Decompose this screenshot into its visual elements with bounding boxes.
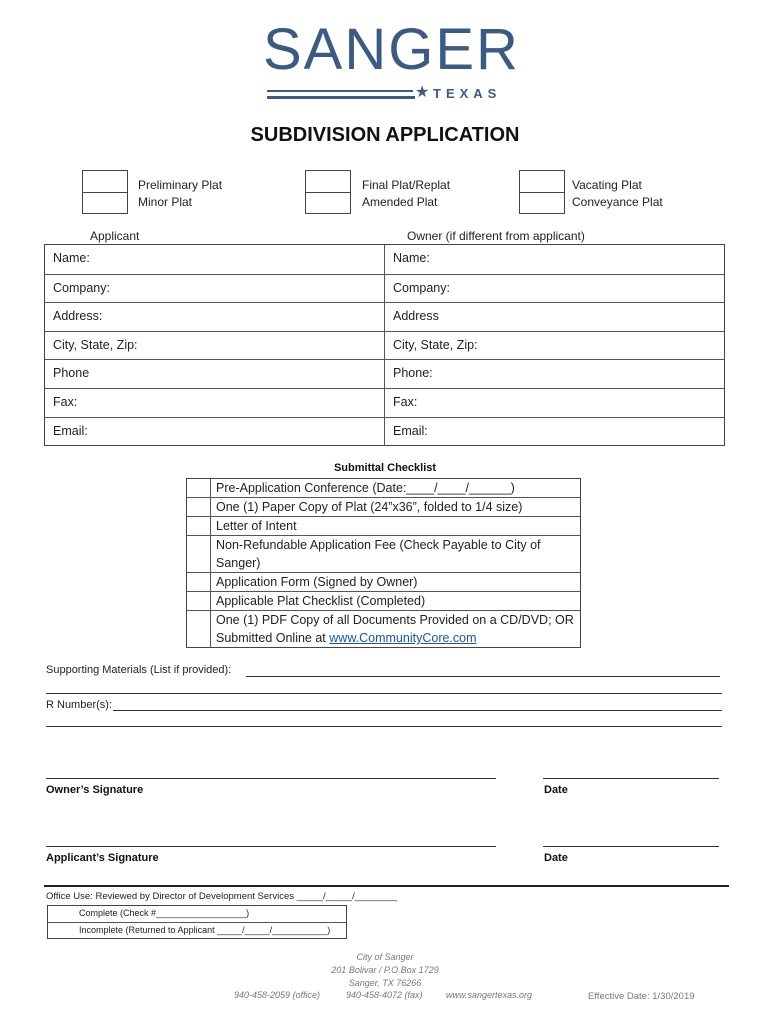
owner-name-field[interactable]: Name: [384,245,724,274]
checklist-checkbox[interactable] [187,517,211,535]
contact-table [44,244,725,446]
supporting-materials-input[interactable] [246,676,720,677]
applicant-date-line[interactable] [543,846,719,847]
checklist-checkbox[interactable] [187,536,211,572]
owner-fax-field[interactable]: Fax: [384,389,724,417]
checklist-item-label: One (1) Paper Copy of Plat (24”x36”, folded to 1/4 size) [216,500,523,514]
checklist-item-label: Application Form (Signed by Owner) [216,575,418,589]
final-plat-checkbox[interactable] [305,170,351,192]
r-numbers-line-2[interactable] [46,726,722,727]
minor-plat-checkbox[interactable] [82,192,128,214]
owner-email-field[interactable]: Email: [384,418,724,446]
applicant-city-field[interactable]: City, State, Zip: [53,337,138,352]
office-use-label: Office Use: Reviewed by Director of Development Services _____/_____/________ [46,891,397,902]
applicant-email-field[interactable]: Email: [53,423,88,438]
list-item [187,516,580,535]
supporting-materials-line-2[interactable] [46,693,722,694]
checklist-checkbox[interactable] [187,498,211,516]
plat-label-group-1 [138,177,222,211]
vacating-plat-checkbox[interactable] [519,170,565,192]
applicant-date-label: Date [544,852,568,864]
checklist-checkbox[interactable] [187,611,211,647]
supporting-materials-label: Supporting Materials (List if provided): [46,664,232,676]
table-row [45,302,724,331]
owner-signature-line[interactable] [46,778,496,779]
table-row [45,417,724,446]
footer-address: 201 Bolivar / P.O Box 1729 [331,965,439,975]
submittal-checklist [186,478,581,648]
list-item [187,535,580,572]
checklist-item-label: Pre-Application Conference (Date:____/____/______) [216,481,515,495]
owner-date-line[interactable] [543,778,719,779]
owner-company-field[interactable]: Company: [384,275,724,303]
footer-fax: 940-458-4072 (fax) [346,990,423,1000]
applicant-phone-field[interactable]: Phone [53,366,90,381]
list-item [187,479,580,497]
r-numbers-input[interactable] [113,710,722,711]
office-use-table [47,905,347,939]
logo-rule-lower [267,96,415,99]
owner-header: Owner (if different from applicant) [407,229,585,243]
page-title: SUBDIVISION APPLICATION [250,124,520,146]
table-row [45,388,724,417]
checklist-title: Submittal Checklist [333,462,437,474]
checklist-item-label [211,611,580,647]
minor-plat-label: Minor Plat [138,195,193,209]
applicant-company-field[interactable]: Company: [53,280,110,295]
list-item [187,497,580,516]
checklist-item-text: One (1) PDF Copy of all Documents Provided on a CD/DVD; OR Submitted Online at [216,613,574,645]
checklist-checkbox[interactable] [187,573,211,591]
checklist-checkbox[interactable] [187,592,211,610]
preliminary-plat-checkbox[interactable] [82,170,128,192]
list-item [187,610,580,647]
checklist-item-label: Applicable Plat Checklist (Completed) [216,594,426,608]
checklist-checkbox[interactable] [187,479,211,497]
preliminary-plat-label: Preliminary Plat [138,178,223,192]
conveyance-plat-checkbox[interactable] [519,192,565,214]
community-core-link[interactable]: www.CommunityCore.com [329,631,477,645]
logo-rule [267,90,413,92]
applicant-signature-label: Applicant’s Signature [46,852,159,864]
footer-office-phone: 940-458-2059 (office) [234,990,321,1000]
footer-org: City of Sanger [356,952,414,962]
list-item [187,572,580,591]
star-icon: ★ [415,84,430,101]
list-item [187,591,580,610]
office-incomplete-row: Incomplete (Returned to Applicant _____/_____/___________) [48,922,346,938]
logo-wordmark: SANGER [263,17,520,82]
amended-plat-label: Amended Plat [362,195,438,209]
applicant-address-field[interactable]: Address: [53,309,103,324]
applicant-header: Applicant [90,229,140,243]
footer-city: Sanger, TX 76266 [348,978,422,988]
applicant-name-field[interactable]: Name: [53,251,90,265]
plat-label-group-2 [362,177,450,211]
office-complete-row: Complete (Check #__________________) [79,908,250,918]
amended-plat-checkbox[interactable] [305,192,351,214]
effective-date: Effective Date: 1/30/2019 [588,991,695,1002]
footer-website[interactable]: www.sangertexas.org [446,990,533,1000]
checklist-item-label: Non-Refundable Application Fee (Check Payable to City of Sanger) [216,538,541,570]
r-numbers-label: R Number(s): [46,699,113,711]
owner-phone-field[interactable]: Phone: [384,360,724,388]
table-row [45,359,724,388]
applicant-signature-line[interactable] [46,846,496,847]
checklist-item-label: Letter of Intent [216,519,297,533]
owner-date-label: Date [544,784,568,796]
final-plat-label: Final Plat/Replat [362,178,451,192]
plat-label-group-3 [572,177,663,211]
table-row [45,245,724,274]
conveyance-plat-label: Conveyance Plat [572,195,663,209]
vacating-plat-label: Vacating Plat [572,178,642,192]
table-row [45,331,724,360]
owner-city-field[interactable]: City, State, Zip: [384,332,724,360]
logo-subtitle: TEXAS [433,86,502,101]
applicant-fax-field[interactable]: Fax: [53,394,78,409]
office-use-divider [44,885,729,887]
owner-signature-label: Owner’s Signature [46,784,144,796]
table-row [45,274,724,303]
owner-address-field[interactable]: Address [384,303,724,331]
